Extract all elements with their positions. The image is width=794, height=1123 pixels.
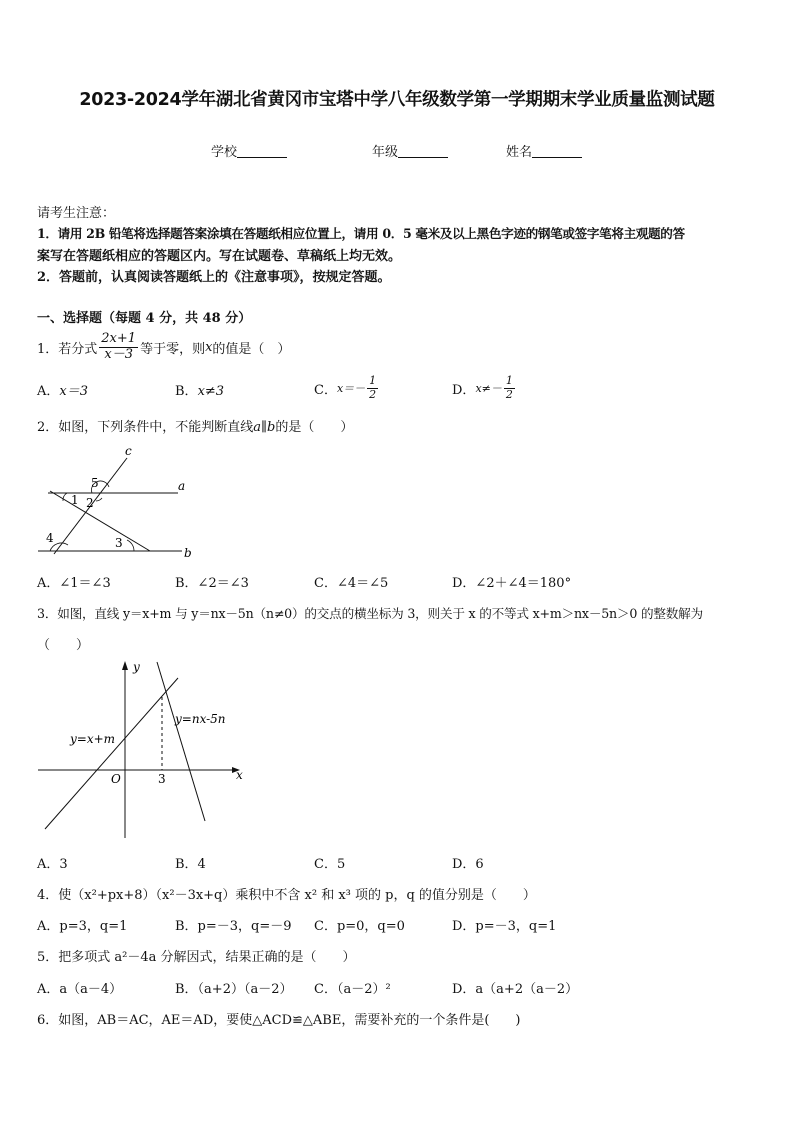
line-2-label: y=nx-5n [175,712,226,726]
q1-option-b-value: x≠3 [197,384,225,399]
q1-suffix: 等于零，则 [140,341,206,357]
q1-fraction-denominator: x－3 [104,346,133,362]
q1-option-a-letter: A． [37,384,60,399]
question-6-stem: 6．如图，AB＝AC，AE＝AD，要使△ACD≌△ABE，需要补充的一个条件是( ) [37,1013,521,1028]
x-axis-label: x [236,768,243,782]
q2-option-c[interactable]: C．∠4＝∠5 [314,576,389,591]
question-3-stem: 3．如图，直线 y＝x+m 与 y＝nx－5n（n≠0）的交点的横坐标为 3，则关于 x 的不等式 x+m＞nx－5n＞0 的整数解为 [37,606,703,621]
question-4-stem: 4．使（x²+px+8）（x²－3x+q）乘积中不含 x² 和 x³ 项的 p，q 的值分别是（ ） [37,888,536,903]
q3-figure [35,657,250,842]
q1-option-c[interactable] [314,369,380,407]
q1-option-c-den: 2 [369,387,377,401]
q5-option-b[interactable]: B．（a+2）（a－2） [175,982,293,997]
y-axis-label: y [133,660,140,674]
angle-3-arc [127,540,134,551]
school-blank [237,144,287,158]
label-3: 3 [115,536,123,550]
q2-stem-text: 2．如图，下列条件中，不能判断直线 [37,420,254,435]
notice-line-2: 案写在答题纸相应的答题区内。写在试题卷、草稿纸上均无效。 [37,249,402,264]
line-y-x-plus-m [45,678,178,829]
school-field [211,141,287,160]
q1-suffix2: 的值是（ ） [212,341,291,357]
q1-prefix: 1．若分式 [37,341,98,357]
label-c: c [125,444,132,458]
q2-option-d[interactable]: D．∠2＋∠4＝180° [452,576,572,591]
q1-option-d-letter: D． [452,382,476,398]
q1-option-d-num: 1 [505,373,513,387]
label-a: a [178,479,186,493]
q1-option-a[interactable] [37,380,88,399]
grade-label: 年级 [372,145,399,160]
q1-option-c-fraction [367,375,378,401]
q2-option-b[interactable]: B．∠2＝∠3 [175,576,249,591]
q2-stem-end: 的是（ ） [275,420,354,435]
label-b: b [184,546,192,560]
q1-option-b[interactable] [175,380,224,399]
q1-var: x [205,339,213,355]
label-1: 1 [71,493,79,507]
q2-figure [30,438,210,564]
notice-heading: 请考生注意： [37,206,116,221]
q1-option-c-letter: C． [314,382,337,398]
name-field [506,141,582,160]
question-5-stem: 5．把多项式 a²－4a 分解因式，结果正确的是（ ） [37,950,356,965]
q3-option-a[interactable]: A．3 [37,857,68,872]
grade-field [372,141,448,160]
name-blank [532,144,582,158]
label-5: 5 [91,476,99,490]
q5-option-c[interactable]: C．（a－2）² [314,982,391,997]
tick-3-label: 3 [158,772,166,786]
page-title: 2023-2024学年湖北省黄冈市宝塔中学八年级数学第一学期期末学业质量监测试题 [79,90,715,110]
label-4: 4 [46,531,54,545]
q1-option-d-den: 2 [505,387,513,401]
grade-blank [398,144,448,158]
q3-paren: （ ） [37,638,90,653]
section-heading: 一、选择题（每题 4 分，共 48 分） [37,311,252,326]
q4-option-b[interactable]: B．p=－3，q=－9 [175,919,292,934]
q4-option-d[interactable]: D．p=－3，q=1 [452,919,557,934]
origin-label: O [111,772,121,786]
q2-option-a[interactable]: A．∠1＝∠3 [37,576,111,591]
y-axis-arrow [122,661,128,670]
q1-fraction [99,332,138,363]
q3-option-d[interactable]: D．6 [452,857,484,872]
q5-option-a[interactable]: A．a（a－4） [37,982,123,997]
q1-option-d[interactable] [452,369,517,407]
line-1-label: y=x+m [70,732,116,746]
notice-line-1: 1．请用 2B 铅笔将选择题答案涂填在答题纸相应位置上，请用 0．5 毫米及以上黑色字迹的钢笔或签字笔将主观题的答 [37,226,685,241]
question-1-stem [37,327,290,367]
q1-option-a-value: x＝3 [59,384,88,399]
q2-stem-var: a∥b [253,420,276,435]
q4-option-a[interactable]: A．p=3，q=1 [37,919,128,934]
question-2-stem [37,416,353,435]
q1-option-b-letter: B． [175,384,198,399]
q3-option-b[interactable]: B．4 [175,857,206,872]
q3-option-c[interactable]: C．5 [314,857,346,872]
q1-option-d-fraction [504,375,515,401]
label-2: 2 [86,496,94,510]
q5-option-d[interactable]: D．a（a+2（a－2） [452,982,579,997]
q1-option-c-value: x＝－ [336,382,366,395]
q4-option-c[interactable]: C．p=0，q=0 [314,919,405,934]
q1-fraction-numerator: 2x+1 [101,330,137,346]
notice-line-3: 2．答题前，认真阅读答题纸上的《注意事项》，按规定答题。 [37,270,391,285]
angle-2-arc [96,498,102,501]
line-y-nx-minus-5n [157,662,205,821]
q1-option-d-value: x≠－ [475,382,502,395]
name-label: 姓名 [506,145,533,160]
school-label: 学校 [211,145,238,160]
q1-option-c-num: 1 [369,373,377,387]
